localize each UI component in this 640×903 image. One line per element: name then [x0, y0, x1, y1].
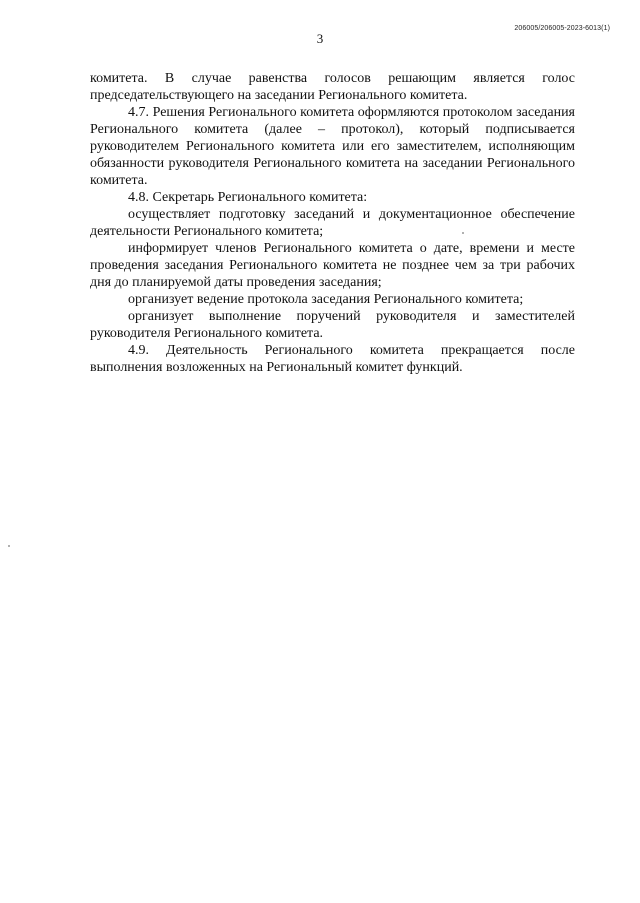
paragraph-4-8-item-protocol: организует ведение протокола заседания Регионального комитета; — [128, 292, 524, 307]
scan-speck — [462, 232, 464, 234]
scan-speck — [8, 545, 10, 547]
paragraph-4-9: 4.9. Деятельность Регионального комитета прекращается после выполнения возложенных на Региональный комитет функций. — [90, 343, 575, 375]
page-number: 3 — [316, 31, 324, 46]
paragraph-4-8-item-informing: информирует членов Регионального комитета о дате, времени и месте проведения заседания Регионального комитета не позднее чем за три рабочих дня до планируемой даты проведения заседания; — [90, 241, 575, 290]
paragraph-voting-continuation: комитета. В случае равенства голосов решающим является голос председательствующего на заседании Регионального комитета. — [90, 71, 575, 103]
document-number: 206005/206005-2023-6013(1) — [514, 25, 610, 32]
paragraph-4-8: 4.8. Секретарь Регионального комитета: — [128, 190, 368, 205]
document-body — [90, 70, 575, 376]
paragraph-4-8-item-execution: организует выполнение поручений руководителя и заместителей руководителя Регионального комитета. — [90, 309, 575, 341]
paragraph-4-8-item-preparation: осуществляет подготовку заседаний и документационное обеспечение деятельности Регионального комитета; — [90, 207, 575, 239]
paragraph-4-7: 4.7. Решения Регионального комитета оформляются протоколом заседания Регионального комитета (далее – протокол), который подписывается руководителем Регионального комитета или его заместителем, исполняющим обязанности руководителя Регионального комитета на заседании Регионального комитета. — [90, 105, 575, 188]
